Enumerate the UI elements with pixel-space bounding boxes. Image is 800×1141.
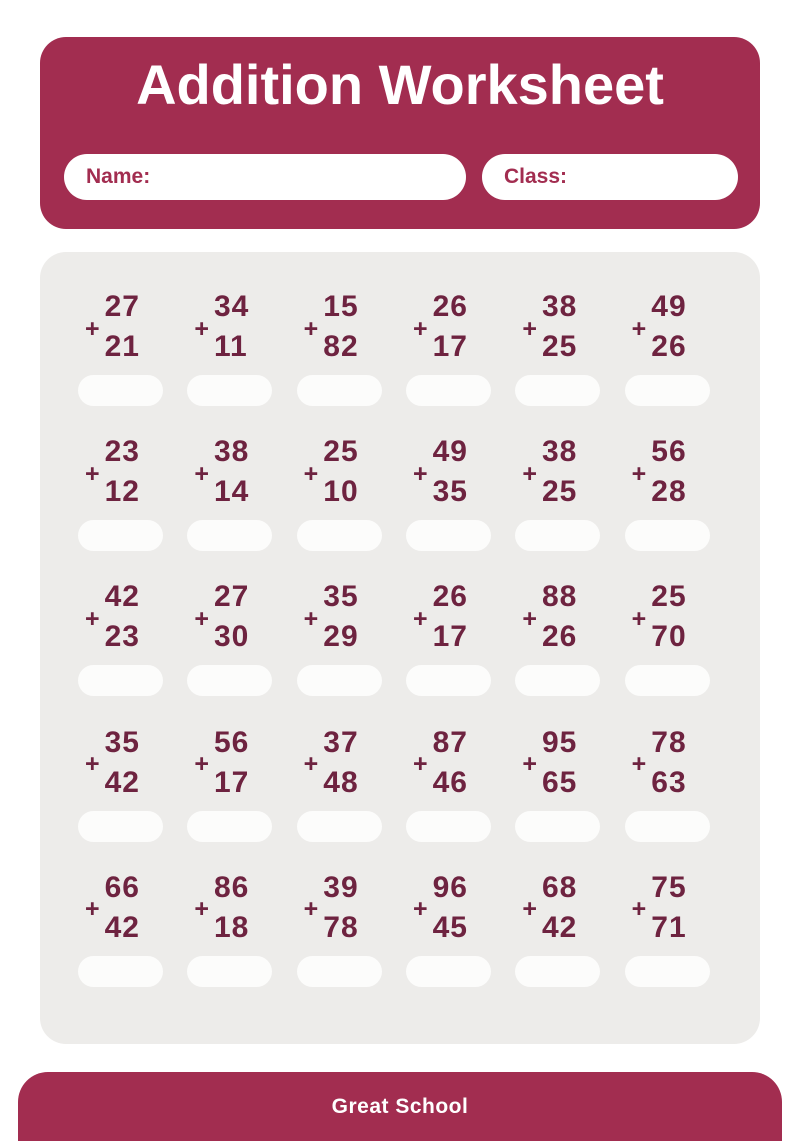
plus-operator-icon: + — [631, 895, 647, 924]
problem-expression — [632, 582, 687, 652]
name-label: Name: — [86, 165, 151, 188]
problem-expression — [194, 725, 250, 799]
answer-box[interactable] — [406, 956, 491, 987]
addition-problem — [187, 437, 296, 582]
problem-expression — [85, 582, 140, 652]
top-addend: 39 — [323, 870, 359, 904]
answer-box[interactable] — [187, 665, 272, 696]
addends — [323, 437, 358, 507]
answer-box[interactable] — [297, 665, 382, 696]
plus-operator-icon: + — [631, 459, 647, 488]
addends — [213, 870, 250, 944]
problem-expression — [522, 437, 577, 507]
bottom-addend: 35 — [432, 475, 468, 509]
addition-problem — [625, 870, 734, 1018]
plus-operator-icon: + — [194, 604, 209, 633]
bottom-addend: 48 — [323, 765, 359, 799]
bottom-addend: 42 — [104, 910, 140, 944]
addition-problem — [406, 292, 515, 437]
problem-expression — [413, 725, 468, 799]
answer-box[interactable] — [187, 375, 272, 406]
plus-operator-icon: + — [303, 604, 319, 633]
problem-expression — [631, 870, 687, 944]
answer-box[interactable] — [625, 665, 710, 696]
answer-box[interactable] — [78, 375, 163, 406]
top-addend: 42 — [104, 580, 140, 614]
answer-box[interactable] — [625, 375, 710, 406]
bottom-addend: 23 — [104, 620, 140, 654]
addends — [542, 437, 577, 507]
bottom-addend: 42 — [104, 765, 140, 799]
addends — [105, 292, 140, 362]
addition-problem — [515, 292, 624, 437]
plus-operator-icon: + — [194, 895, 209, 924]
addends — [651, 437, 686, 507]
top-addend: 38 — [541, 290, 578, 323]
top-addend: 27 — [104, 290, 140, 323]
bottom-addend: 10 — [323, 475, 359, 509]
bottom-addend: 42 — [541, 910, 578, 944]
addition-problem — [187, 582, 296, 727]
addends — [542, 582, 577, 652]
answer-box[interactable] — [406, 520, 491, 551]
header-card — [40, 37, 760, 229]
bottom-addend: 17 — [432, 620, 468, 654]
top-addend: 27 — [213, 580, 250, 614]
answer-box[interactable] — [625, 956, 710, 987]
top-addend: 35 — [104, 725, 140, 759]
addends — [651, 582, 686, 652]
problem-expression — [413, 292, 468, 362]
answer-box[interactable] — [297, 520, 382, 551]
problem-expression — [522, 870, 578, 944]
bottom-addend: 46 — [432, 765, 468, 799]
bottom-addend: 28 — [651, 475, 687, 509]
answer-box[interactable] — [78, 520, 163, 551]
plus-operator-icon: + — [413, 459, 428, 488]
addends — [323, 582, 358, 652]
problems-panel — [40, 252, 760, 1044]
addends — [105, 582, 140, 652]
addition-problem — [78, 292, 187, 437]
bottom-addend: 21 — [104, 330, 140, 363]
top-addend: 26 — [432, 580, 468, 614]
plus-operator-icon: + — [303, 895, 319, 924]
answer-box[interactable] — [297, 811, 382, 842]
top-addend: 37 — [323, 725, 359, 759]
page-title: Addition Worksheet — [136, 53, 664, 116]
bottom-addend: 12 — [104, 475, 140, 509]
answer-box[interactable] — [78, 956, 163, 987]
class-label: Class: — [504, 165, 568, 188]
answer-box[interactable] — [78, 811, 163, 842]
addends — [651, 292, 686, 362]
answer-box[interactable] — [187, 956, 272, 987]
addends — [105, 437, 140, 507]
top-addend: 26 — [432, 290, 468, 323]
problem-expression — [413, 582, 468, 652]
bottom-addend: 17 — [213, 765, 250, 799]
plus-operator-icon: + — [413, 314, 428, 343]
plus-operator-icon: + — [413, 604, 428, 633]
addition-problem — [297, 725, 406, 873]
addition-problem — [625, 437, 734, 582]
plus-operator-icon: + — [194, 314, 209, 343]
answer-box[interactable] — [406, 375, 491, 406]
addends — [214, 437, 249, 507]
bottom-addend: 14 — [213, 475, 250, 509]
addends — [541, 725, 578, 799]
top-addend: 88 — [541, 580, 578, 614]
addition-problem — [625, 725, 734, 873]
bottom-addend: 11 — [213, 330, 248, 363]
bottom-addend: 25 — [541, 330, 578, 363]
addition-problem — [625, 292, 734, 437]
bottom-addend: 26 — [541, 620, 578, 654]
bottom-addend: 17 — [432, 330, 468, 363]
plus-operator-icon: + — [522, 895, 537, 924]
top-addend: 96 — [432, 870, 468, 904]
addition-problem — [78, 725, 187, 873]
plus-operator-icon: + — [303, 314, 319, 343]
bottom-addend: 63 — [651, 765, 687, 799]
problem-expression — [85, 870, 140, 944]
bottom-addend: 26 — [651, 330, 687, 363]
plus-operator-icon: + — [303, 459, 319, 488]
addition-problem — [406, 725, 515, 873]
bottom-addend: 78 — [323, 910, 359, 944]
addition-problem — [515, 870, 624, 1018]
addition-problem — [297, 292, 406, 437]
problem-expression — [632, 292, 687, 362]
top-addend: 86 — [213, 870, 250, 904]
bottom-addend: 71 — [651, 910, 687, 944]
problem-expression — [85, 725, 140, 799]
top-addend: 23 — [104, 435, 140, 469]
top-addend: 78 — [651, 725, 687, 759]
addition-problem — [515, 582, 624, 727]
bottom-addend: 45 — [432, 910, 468, 944]
addition-problem — [625, 582, 734, 727]
problems-grid — [40, 252, 760, 1044]
class-field[interactable] — [482, 154, 738, 200]
top-addend: 56 — [213, 725, 250, 759]
problem-expression — [85, 292, 140, 362]
problem-expression — [631, 725, 687, 799]
addends — [432, 725, 468, 799]
plus-operator-icon: + — [413, 750, 428, 779]
addends — [542, 292, 577, 362]
addition-problem — [297, 437, 406, 582]
plus-operator-icon: + — [631, 750, 647, 779]
answer-box[interactable] — [406, 811, 491, 842]
answer-box[interactable] — [625, 811, 710, 842]
answer-box[interactable] — [515, 520, 600, 551]
top-addend: 25 — [323, 435, 359, 469]
answer-box[interactable] — [515, 665, 600, 696]
addition-problem — [515, 725, 624, 873]
addends — [214, 582, 249, 652]
answer-box[interactable] — [406, 665, 491, 696]
bottom-addend: 29 — [323, 620, 359, 654]
top-addend: 87 — [432, 725, 468, 759]
addends — [104, 725, 140, 799]
problem-expression — [413, 870, 468, 944]
addition-problem — [187, 725, 296, 873]
top-addend: 15 — [323, 290, 359, 323]
problem-expression — [304, 292, 359, 362]
problem-expression — [303, 725, 359, 799]
addends — [651, 870, 687, 944]
addition-problem — [78, 870, 187, 1018]
problem-expression — [303, 870, 359, 944]
top-addend: 38 — [541, 435, 578, 469]
plus-operator-icon: + — [85, 314, 100, 343]
top-addend: 68 — [541, 870, 578, 904]
answer-box[interactable] — [78, 665, 163, 696]
plus-operator-icon: + — [522, 604, 537, 633]
addends — [433, 292, 468, 362]
answer-box[interactable] — [187, 811, 272, 842]
addends — [433, 582, 468, 652]
addends — [433, 437, 468, 507]
plus-operator-icon: + — [413, 895, 428, 924]
problem-expression — [304, 437, 359, 507]
top-addend: 34 — [213, 290, 250, 323]
addition-problem — [78, 437, 187, 582]
top-addend: 66 — [104, 870, 140, 904]
answer-box[interactable] — [515, 375, 600, 406]
problem-expression — [522, 582, 577, 652]
addends — [213, 725, 250, 799]
problem-expression — [194, 437, 249, 507]
bottom-addend: 70 — [651, 620, 687, 654]
answer-box[interactable] — [187, 520, 272, 551]
plus-operator-icon: + — [631, 314, 647, 343]
answer-box[interactable] — [297, 375, 382, 406]
plus-operator-icon: + — [303, 750, 319, 779]
top-addend: 95 — [541, 725, 578, 759]
addition-problem — [187, 870, 296, 1018]
answer-box[interactable] — [515, 811, 600, 842]
bottom-addend: 65 — [541, 765, 578, 799]
addition-problem — [515, 437, 624, 582]
problem-expression — [522, 292, 577, 362]
problem-expression — [632, 437, 687, 507]
problem-expression — [522, 725, 578, 799]
bottom-addend: 82 — [323, 330, 359, 363]
top-addend: 25 — [651, 580, 687, 614]
problem-expression — [304, 582, 359, 652]
bottom-addend: 30 — [213, 620, 250, 654]
name-field[interactable] — [64, 154, 466, 200]
problem-expression — [194, 870, 250, 944]
addends — [432, 870, 468, 944]
top-addend: 49 — [432, 435, 468, 469]
problem-expression — [194, 292, 249, 362]
answer-box[interactable] — [515, 956, 600, 987]
top-addend: 38 — [213, 435, 250, 469]
bottom-addend: 25 — [541, 475, 578, 509]
top-addend: 35 — [323, 580, 359, 614]
top-addend: 56 — [651, 435, 687, 469]
plus-operator-icon: + — [522, 459, 537, 488]
plus-operator-icon: + — [631, 604, 647, 633]
addition-problem — [187, 292, 296, 437]
addition-problem — [406, 870, 515, 1018]
plus-operator-icon: + — [194, 459, 209, 488]
addition-problem — [78, 582, 187, 727]
plus-operator-icon: + — [85, 895, 100, 924]
problem-expression — [85, 437, 140, 507]
addends — [323, 870, 359, 944]
addends — [323, 725, 359, 799]
plus-operator-icon: + — [85, 604, 100, 633]
top-addend: 75 — [651, 870, 687, 904]
addends — [214, 292, 249, 362]
plus-operator-icon: + — [522, 314, 537, 343]
plus-operator-icon: + — [85, 750, 100, 779]
top-addend: 49 — [651, 290, 687, 323]
addends — [104, 870, 140, 944]
problem-expression — [413, 437, 468, 507]
plus-operator-icon: + — [85, 459, 100, 488]
answer-box[interactable] — [625, 520, 710, 551]
bottom-addend: 18 — [213, 910, 250, 944]
addition-problem — [406, 582, 515, 727]
problem-expression — [194, 582, 249, 652]
plus-operator-icon: + — [522, 750, 537, 779]
footer-brand: Great School — [331, 1095, 469, 1118]
addition-problem — [297, 582, 406, 727]
addends — [541, 870, 578, 944]
addition-problem — [297, 870, 406, 1018]
addends — [651, 725, 687, 799]
header-fields — [64, 154, 738, 200]
addends — [323, 292, 358, 362]
plus-operator-icon: + — [194, 750, 209, 779]
addition-problem — [406, 437, 515, 582]
answer-box[interactable] — [297, 956, 382, 987]
